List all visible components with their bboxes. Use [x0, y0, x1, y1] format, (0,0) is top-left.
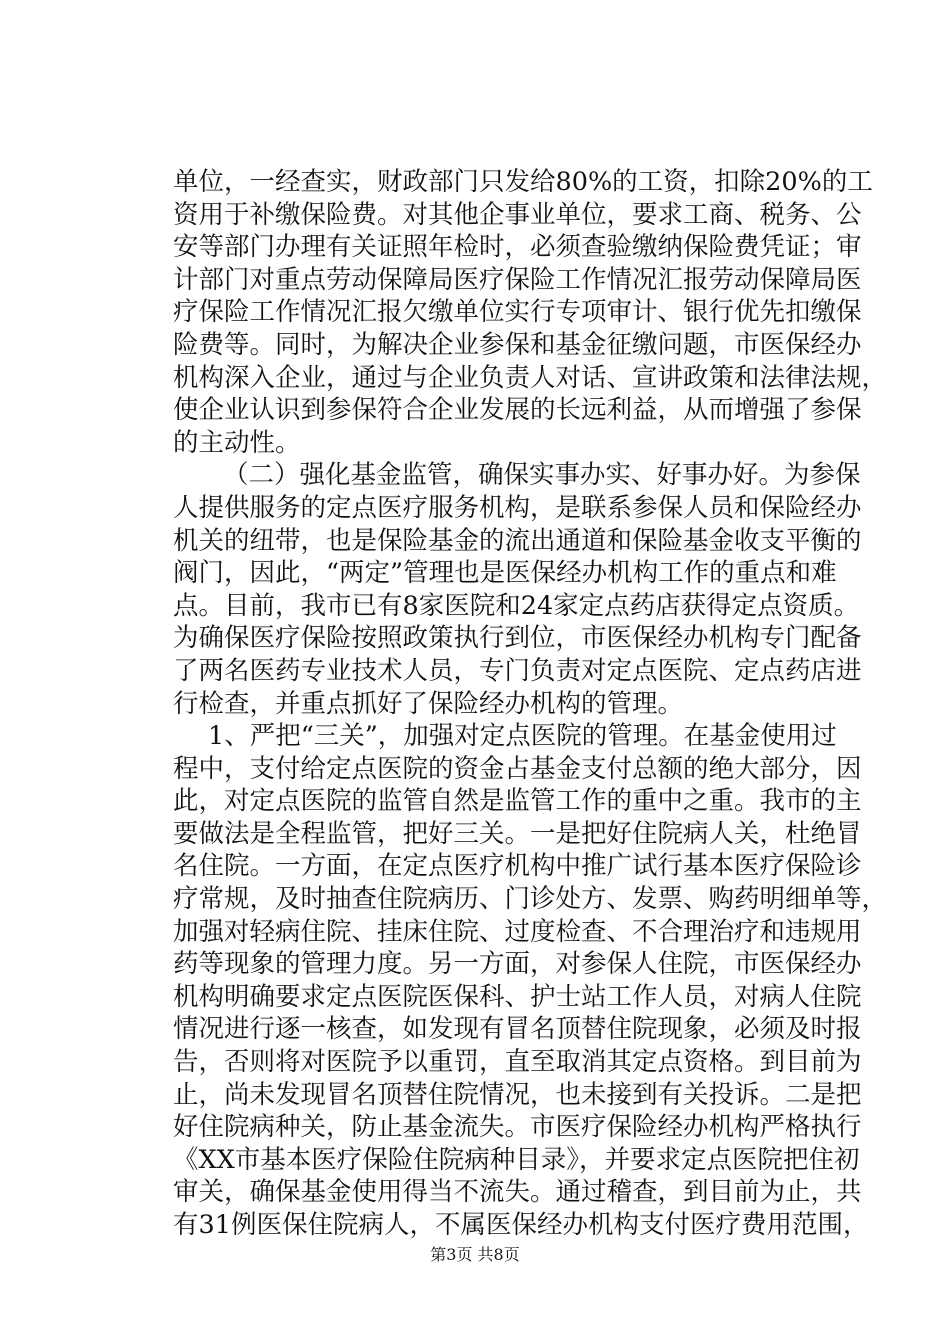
text-line: 人提供服务的定点医疗服务机构，是联系参保人员和保险经办 — [173, 492, 862, 523]
text-line: 资用于补缴保险费。对其他企事业单位，要求工商、税务、公 — [173, 199, 862, 230]
text-line: 单位，一经查实，财政部门只发给80%的工资，扣除20%的工 — [173, 167, 873, 197]
text-line: 疗保险工作情况汇报欠缴单位实行专项审计、银行优先扣缴保 — [173, 297, 862, 328]
text-line: 《XX市基本医疗保险住院病种目录》，并要求定点医院把住初 — [173, 1144, 860, 1175]
text-line: 告，否则将对医院予以重罚，直至取消其定点资格。到目前为 — [173, 1047, 862, 1078]
document-body — [173, 166, 888, 1242]
text-line: 险费等。同时，为解决企业参保和基金征缴问题，市医保经办 — [173, 329, 862, 360]
text-line: 情况进行逐一核查，如发现有冒名顶替住院现象，必须及时报 — [173, 1014, 862, 1045]
text-line: 计部门对重点劳动保障局医疗保险工作情况汇报劳动保障局医 — [173, 264, 862, 295]
text-line: 疗常规，及时抽查住院病历、门诊处方、发票、购药明细单等， — [173, 884, 888, 915]
text-line: 机构深入企业，通过与企业负责人对话、宣讲政策和法律法规， — [173, 362, 888, 393]
page-number: 第3页 共8页 — [430, 1245, 520, 1264]
text-line: 了两名医药专业技术人员，专门负责对定点医院、定点药店进 — [173, 655, 862, 686]
text-line: 好住院病种关，防止基金流失。市医疗保险经办机构严格执行 — [173, 1112, 862, 1143]
text-line: 程中，支付给定点医院的资金占基金支付总额的绝大部分，因 — [173, 753, 862, 784]
text-line: 使企业认识到参保符合企业发展的长远利益，从而增强了参保 — [173, 395, 862, 426]
text-line: 止，尚未发现冒名顶替住院情况，也未接到有关投诉。二是把 — [173, 1079, 862, 1110]
text-line: 审关，确保基金使用得当不流失。通过稽查，到目前为止，共 — [173, 1177, 862, 1208]
text-line: 安等部门办理有关证照年检时，必须查验缴纳保险费凭证；审 — [173, 232, 862, 263]
text-line: 为确保医疗保险按照政策执行到位，市医保经办机构专门配备 — [173, 623, 862, 654]
text-line: 机构明确要求定点医院医保科、护士站工作人员，对病人住院 — [173, 981, 862, 1012]
text-line: 要做法是全程监管，把好三关。一是把好住院病人关，杜绝冒 — [173, 818, 862, 849]
text-line: 的主动性。 — [173, 427, 301, 458]
text-line: 此，对定点医院的监管自然是监管工作的重中之重。我市的主 — [173, 786, 862, 817]
text-line: 阀门，因此，“两定”管理也是医保经办机构工作的重点和难 — [173, 558, 837, 589]
section-heading-line: （二）强化基金监管，确保实事办实、好事办好。为参保 — [223, 460, 861, 491]
text-line: 机关的纽带，也是保险基金的流出通道和保险基金收支平衡的 — [173, 525, 862, 556]
text-line: 加强对轻病住院、挂床住院、过度检查、不合理治疗和违规用 — [173, 916, 862, 947]
page-footer — [0, 1242, 950, 1265]
text-line: 有31例医保住院病人，不属医保经办机构支付医疗费用范围， — [173, 1210, 869, 1240]
text-line: 药等现象的管理力度。另一方面，对参保人住院，市医保经办 — [173, 949, 862, 980]
subsection-heading-line: 1、严把“三关”，加强对定点医院的管理。在基金使用过 — [208, 721, 837, 752]
text-line: 点。目前，我市已有8家医院和24家定点药店获得定点资质。 — [173, 590, 860, 621]
text-line: 行检查，并重点抓好了保险经办机构的管理。 — [173, 688, 684, 719]
text-line: 名住院。一方面，在定点医疗机构中推广试行基本医疗保险诊 — [173, 851, 862, 882]
